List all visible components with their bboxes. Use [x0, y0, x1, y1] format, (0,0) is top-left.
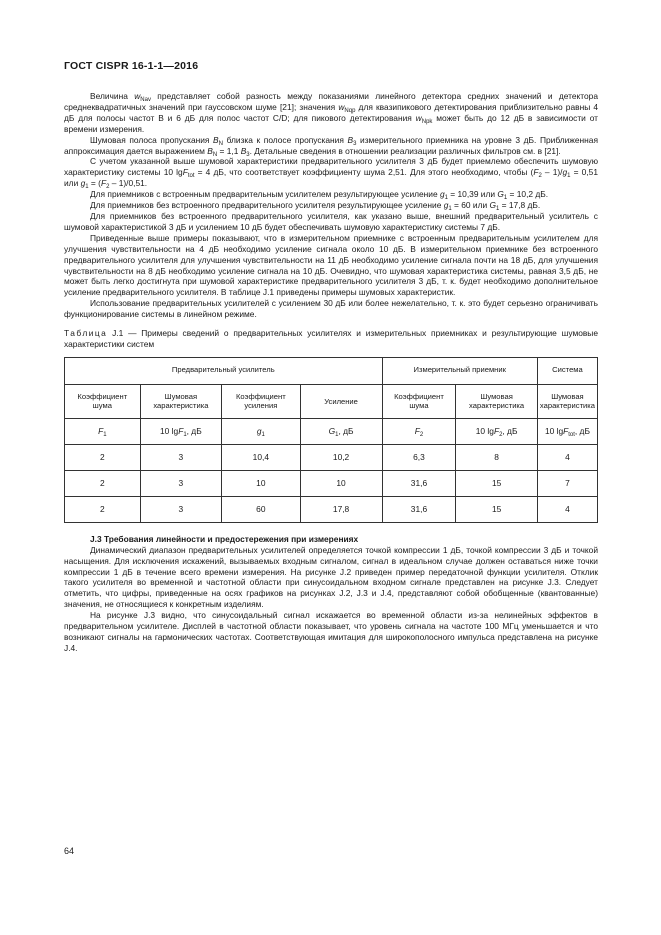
subscript: 1 — [567, 173, 571, 180]
text: Для приемников с встроенным предварительным усилителем результирующее усиление — [90, 189, 440, 200]
paragraph — [64, 200, 598, 211]
column-header: Коэффициент шума — [65, 384, 141, 418]
symbol: B — [347, 134, 354, 145]
text: Величина — [90, 91, 135, 101]
paragraph — [64, 91, 598, 135]
table-cell: 10 — [300, 470, 382, 496]
section-title: J.3 Требования линейности и предостережения при измерениях — [90, 533, 359, 544]
symbol: B — [213, 134, 219, 145]
text: = ( — [88, 178, 101, 189]
page-header: ГОСТ CISPR 16-1-1—2016 — [64, 60, 199, 72]
text: , дБ — [502, 425, 518, 436]
table-cell: 8 — [456, 444, 538, 470]
symbol: w — [134, 91, 141, 101]
table-cell: 31,6 — [382, 470, 456, 496]
symbol: g — [562, 167, 568, 178]
text: , дБ — [338, 425, 354, 436]
paragraph: Использование предварительных усилителей с усилением 30 дБ или более нежелательно, т. к. это будет серьезно ограничивать функционирование системы в линейном режиме. — [64, 298, 598, 320]
table-symbol-row — [65, 418, 598, 444]
column-header: Коэффициент шума — [382, 384, 456, 418]
symbol: F — [414, 425, 420, 436]
subscript: 2 — [538, 173, 542, 180]
text: = 1,1 — [217, 145, 241, 156]
text: 10 lg — [544, 425, 564, 436]
subscript: 1 — [183, 431, 187, 438]
column-header: Усиление — [300, 384, 382, 418]
subscript: 1 — [85, 184, 89, 191]
column-header: Шумовая характеристика — [456, 384, 538, 418]
paragraph: Для приемников без встроенного предварительного усилителя, как указано выше, внешний предварительный усилитель с шумовой характеристикой 3 дБ и усилением 10 дБ будет обеспечивать шумовую характеристику системы 7 дБ. — [64, 210, 598, 232]
table-cell: 3 — [140, 496, 222, 522]
main-text — [64, 91, 598, 654]
page-number: 64 — [64, 846, 75, 856]
text: = 17,8 дБ. — [499, 200, 541, 211]
subscript: Nav — [140, 97, 151, 103]
subscript: tot — [187, 173, 195, 180]
table-cell: 3 — [140, 444, 222, 470]
symbol: F — [533, 167, 539, 178]
symbol: g — [80, 178, 86, 189]
table-caption — [64, 328, 598, 350]
symbol: g — [256, 425, 262, 436]
subscript: 1 — [261, 431, 265, 438]
subscript: N — [218, 140, 223, 147]
subscript: 1 — [335, 431, 339, 438]
text: может быть до 12 дБ в зависимости от времени измерения. — [64, 112, 599, 134]
column-header: Шумовая характеристика — [140, 384, 222, 418]
paragraph: Приведенные выше примеры показывают, что в измерительном приемнике с встроенным предварительным усилителем для улучшения чувствительности на 4 дБ необходимо усиление сигнала около 10 дБ. В измерительном приемнике без встроенного предварительного усилителя для улучшения чувствительности на 11 дБ необходимо усиление сигнала почти на 18 дБ, для улучшения чувствительности на 8 дБ необходимо усиление сигнала на 10 дБ. Очевидно, что шумовая характеристика системы, равная 3,5 дБ, не может быть легко достигнута при шумовой характеристике предварительного усилителя 3 дБ, т. к. будет необходимо дополнительное усиление предварительного усилителя. В таблице J.1 приведены примеры шумовых характеристик. — [64, 232, 598, 298]
symbol-cell — [65, 418, 141, 444]
column-header: Шумовая характеристика — [537, 384, 597, 418]
paragraph — [64, 156, 598, 189]
text: Шумовая полоса пропускания — [90, 134, 214, 145]
table-cell: 10,4 — [222, 444, 300, 470]
text: С учетом указанной выше шумовой характеристики предварительного усилителя 3 дБ будет приемлемо обеспечить шумовую характеристику системы 10 lg — [64, 156, 598, 178]
symbol-cell — [222, 418, 300, 444]
text: = 10,39 или — [447, 189, 498, 200]
paragraph: На рисунке J.3 видно, что синусоидальный сигнал искажается во временной области из-за нелинейных эффектов в предварительном усилителе. Дисплей в частотной области показывает, что уровень сигнала на частоте 100 МГц уменьшается и что возникают сигналы на гармонических частотах. Соответствующая имитация для широкополосного импульса представлена на рисунке J.4. — [64, 610, 598, 653]
text: = 0,51 или — [64, 167, 598, 189]
caption-label: Таблица — [64, 328, 108, 339]
table-row — [65, 470, 598, 496]
text: – 1)/0,51. — [109, 178, 148, 189]
table-cell: 15 — [456, 470, 538, 496]
text: = 60 или — [451, 200, 490, 211]
subscript: 2 — [499, 431, 503, 438]
text: = 10,2 дБ. — [507, 189, 549, 200]
table-cell: 4 — [537, 444, 597, 470]
text: . Детальные сведения в отношении реализации различных фильтров см. в [21]. — [249, 145, 561, 156]
table-cell: 7 — [537, 470, 597, 496]
subscript: tot — [568, 431, 575, 438]
paragraph: Динамический диапазон предварительных усилителей определяется точкой компрессии 1 дБ, точкой компрессии 3 дБ и точкой насыщения. Для исключения искажений, вызываемых входным сигналом, сигнал в идеальном случае должен оставаться ниже точки компрессии 1 дБ в течение всего времени измерения. На рисунке J.2 приведен пример передаточной функции усилителя. Отклик такого усилителя во временной и частотной области при синусоидальном входном сигнале представлен на рисунке J.3. Следует отметить, что цифры, приведенные на осях графиков на рисунках J.2, J.3 и J.4, представляют собой обобщенные (квантованные) значения, не относящиеся к конкретным изделиям. — [64, 544, 598, 610]
subscript: 2 — [419, 431, 424, 438]
subscript: 1 — [448, 206, 452, 213]
symbol-cell — [456, 418, 538, 444]
symbol-cell — [382, 418, 456, 444]
paragraph — [64, 135, 598, 157]
text: , дБ — [574, 425, 590, 436]
group-header: Система — [537, 357, 597, 384]
subscript: 1 — [444, 195, 448, 202]
symbol: F — [493, 425, 500, 436]
table-group-header-row — [65, 357, 598, 384]
symbol: F — [182, 167, 188, 178]
text: – 1)/ — [541, 167, 563, 178]
table-cell: 6,3 — [382, 444, 456, 470]
column-header: Коэффициент усиления — [222, 384, 300, 418]
text: измерительного приемника на уровне 3 дБ. Приближенная аппроксимация дается выражением — [64, 134, 599, 156]
symbol-cell — [300, 418, 382, 444]
group-header: Измерительный приемник — [382, 357, 537, 384]
table-cell: 3 — [140, 470, 222, 496]
symbol: F — [98, 425, 104, 436]
subscript: N — [212, 151, 218, 158]
subscript: 3 — [246, 151, 250, 158]
symbol: B — [240, 145, 247, 156]
table-cell: 10 — [222, 470, 300, 496]
group-header: Предварительный усилитель — [65, 357, 383, 384]
caption-text: J.1 — Примеры сведений о предварительных усилителях и измерительных приемниках и результирующие шумовые характеристики систем — [64, 328, 598, 349]
symbol: w — [415, 112, 422, 123]
subscript: 1 — [496, 206, 500, 213]
symbol: w — [338, 101, 345, 112]
text: = 4 дБ, что соответствует коэффициенту шума 2,51. Для этого необходимо, чтобы ( — [194, 167, 534, 178]
subscript: 1 — [103, 431, 107, 438]
table-column-header-row — [65, 384, 598, 418]
text: для квазипикового детектирования приблизительно равны 4 дБ для полосы частот В и 6 дБ для полос частот C/D; для пикового детектирования — [64, 101, 599, 123]
table-cell: 4 — [537, 496, 597, 522]
table-cell: 2 — [65, 496, 141, 522]
symbol: G — [497, 189, 504, 200]
symbol: G — [489, 200, 497, 211]
text: представляет собой разность между показаниями линейного детектора средних значений и детектора среднеквадратичных значений при гауссовском шуме [21]; значения — [64, 91, 598, 112]
data-table — [64, 357, 598, 523]
subscript: 1 — [503, 195, 508, 202]
text: близка к полосе пропускания — [222, 134, 348, 145]
subscript: Nqp — [344, 107, 356, 114]
subscript: Npk — [421, 118, 433, 125]
table-row — [65, 496, 598, 522]
table-cell: 2 — [65, 444, 141, 470]
symbol: g — [443, 200, 449, 211]
text: 10 lg — [160, 425, 179, 436]
text: , дБ — [186, 425, 202, 436]
symbol: F — [178, 425, 184, 436]
table-cell: 15 — [456, 496, 538, 522]
symbol-cell — [537, 418, 597, 444]
subscript: 2 — [106, 184, 110, 191]
table-cell: 2 — [65, 470, 141, 496]
text: 10 lg — [475, 425, 494, 436]
symbol: F — [563, 425, 569, 436]
text: Для приемников без встроенного предварительного усилителя результирующее усиление — [90, 200, 444, 211]
table-cell: 60 — [222, 496, 300, 522]
paragraph — [64, 189, 598, 200]
symbol: B — [207, 145, 213, 156]
symbol: g — [439, 189, 445, 200]
symbol-cell — [140, 418, 222, 444]
subscript: 3 — [353, 140, 357, 147]
table-row — [65, 444, 598, 470]
table-cell: 31,6 — [382, 496, 456, 522]
symbol: G — [328, 425, 336, 436]
table-cell: 10,2 — [300, 444, 382, 470]
table-cell: 17,8 — [300, 496, 382, 522]
symbol: F — [100, 178, 107, 189]
